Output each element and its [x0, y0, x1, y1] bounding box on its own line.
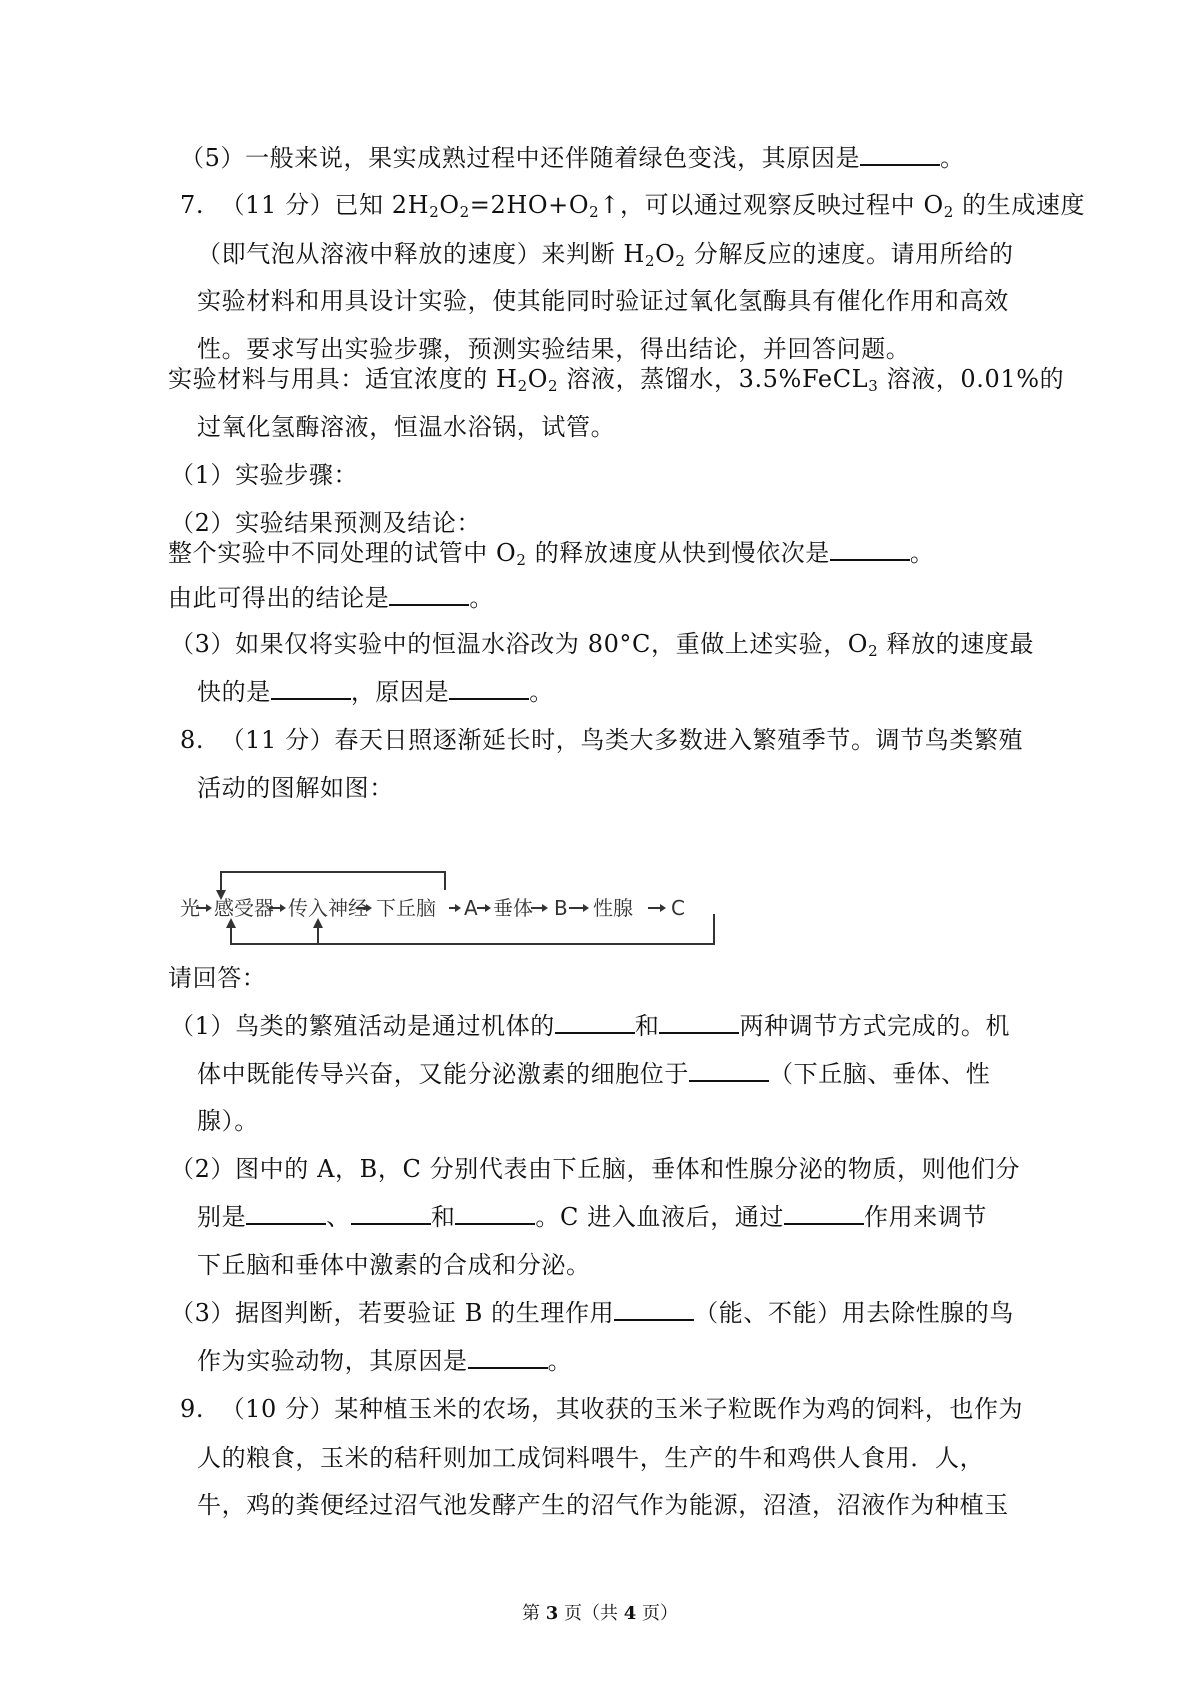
- text-segment: 溶液，蒸馏水，3.5%FeCL: [558, 365, 869, 393]
- q8-line-2: 活动的图解如图：: [197, 774, 394, 802]
- answer-blank[interactable]: [659, 1012, 739, 1034]
- answer-blank[interactable]: [689, 1060, 769, 1082]
- q9-line-1: [180, 1394, 1023, 1424]
- q8-part-1-line-c: 腺）。: [197, 1107, 259, 1135]
- q7-line-3: 实验材料和用具设计实验，使其能同时验证过氧化氢酶具有催化作用和高效: [197, 287, 1009, 315]
- node-pituitary: 垂体: [493, 896, 533, 920]
- q8-part-1-line-a: [170, 1011, 1010, 1041]
- node-b: B: [554, 896, 568, 920]
- text-segment: =2H: [469, 191, 528, 219]
- text-segment: O: [655, 240, 676, 268]
- subscript: 2: [429, 203, 440, 221]
- footer-text: 页）: [636, 1603, 678, 1624]
- answer-blank[interactable]: [271, 678, 351, 700]
- text-segment: 两种调节方式完成的。机: [739, 1012, 1011, 1040]
- q7-part-3-line-b: [197, 677, 554, 707]
- subscript: 2: [548, 377, 559, 395]
- text-segment: 由此可得出的结论是: [168, 584, 390, 612]
- q7-part-3-line-a: [170, 629, 1034, 659]
- footer-text: 页（共: [558, 1603, 624, 1624]
- text-segment: 的生成速度: [953, 191, 1086, 219]
- period: 。: [909, 539, 935, 567]
- text-segment: 作用来调节: [864, 1203, 988, 1231]
- page-total: 4: [623, 1603, 637, 1624]
- materials-line-2: 过氧化氢酶溶液，恒温水浴锅，试管。: [197, 413, 616, 441]
- regulation-diagram: [180, 868, 740, 948]
- q8-line-1: [180, 725, 1023, 755]
- question-number: 7.: [180, 191, 205, 219]
- answer-blank[interactable]: [351, 1203, 431, 1225]
- text-segment: 实验材料与用具：适宜浓度的 H: [168, 365, 518, 393]
- text-segment: ，原因是: [350, 678, 450, 706]
- text-segment: （1）鸟类的繁殖活动是通过机体的: [170, 1012, 555, 1040]
- text-segment: 溶液，0.01%的: [878, 365, 1065, 393]
- text-segment: （3）据图判断，若要验证 B 的生理作用: [170, 1299, 615, 1327]
- text-segment: 和: [430, 1203, 456, 1231]
- page-number: 3: [545, 1603, 559, 1624]
- subscript: 3: [868, 377, 879, 395]
- text-segment: 和: [634, 1012, 660, 1040]
- text-segment: 。C 进入血液后，通过: [535, 1203, 785, 1231]
- answer-blank[interactable]: [555, 1012, 635, 1034]
- materials-line-1: [168, 364, 1064, 394]
- question-number: 9.: [180, 1395, 205, 1423]
- answer-blank[interactable]: [468, 1347, 548, 1369]
- q7-part-2-line-b: [168, 583, 494, 613]
- q7-part-2-line-a: [168, 538, 935, 568]
- text-segment: 别是: [197, 1203, 247, 1231]
- q7-part-2: （2）实验结果预测及结论：: [170, 509, 482, 537]
- node-afferent-nerve: 传入神经: [288, 896, 368, 920]
- text-segment: （11 分）春天日照逐渐延长时，鸟类大多数进入繁殖季节。调节鸟类繁殖: [220, 726, 1024, 754]
- text-segment: ↑，可以通过观察反映过程中 O: [599, 191, 944, 219]
- answer-blank[interactable]: [614, 1299, 694, 1321]
- node-gonad: 性腺: [593, 896, 633, 920]
- text-segment: 快的是: [197, 678, 271, 706]
- answer-blank[interactable]: [830, 539, 910, 561]
- subscript: 2: [868, 642, 879, 660]
- q9-line-2: 人的粮食，玉米的秸秆则加工成饲料喂牛，生产的牛和鸡供人食用．人，: [197, 1444, 985, 1472]
- answer-blank[interactable]: [449, 678, 529, 700]
- text-segment: （11 分）已知 2H: [220, 191, 430, 219]
- q8-part-3-line-a: [170, 1298, 1014, 1328]
- node-a: A: [464, 896, 478, 920]
- text-segment: 分解反应的速度。请用所给的: [685, 240, 1014, 268]
- footer-text: 第: [522, 1603, 546, 1624]
- text-segment: 作为实验动物，其原因是: [197, 1347, 468, 1375]
- q8-part-1-line-b: [197, 1059, 990, 1089]
- text-segment: （下丘脑、垂体、性: [769, 1060, 991, 1088]
- text-segment: （3）如果仅将实验中的恒温水浴改为 80°C，重做上述实验，O: [170, 630, 869, 658]
- node-c: C: [671, 896, 685, 920]
- node-receptor: 感受器: [214, 896, 274, 920]
- subscript: 2: [675, 252, 686, 270]
- q7-line-2: [197, 239, 1014, 269]
- answer-blank[interactable]: [784, 1203, 864, 1225]
- q7-line-4: 性。要求写出实验步骤，预测实验结果，得出结论，并回答问题。: [197, 335, 911, 363]
- text-segment: 整个实验中不同处理的试管中 O: [168, 539, 517, 567]
- q8-part-3-line-b: [197, 1346, 572, 1376]
- period: 。: [529, 678, 554, 706]
- subscript: 2: [517, 377, 528, 395]
- q7-line-1: [180, 190, 1085, 220]
- period: 。: [469, 584, 495, 612]
- node-light: 光: [180, 896, 200, 920]
- text-segment: O+O: [527, 191, 590, 219]
- q8-part-2-line-c: 下丘脑和垂体中激素的合成和分泌。: [197, 1251, 591, 1279]
- period: 。: [940, 144, 965, 172]
- q8-part-2-line-b: [197, 1202, 987, 1232]
- answer-blank[interactable]: [860, 144, 940, 166]
- text-segment: （即气泡从溶液中释放的速度）来判断 H: [197, 240, 645, 268]
- text-segment: （能、不能）用去除性腺的鸟: [694, 1299, 1014, 1327]
- q8-part-2-line-a: （2）图中的 A，B，C 分别代表由下丘脑，垂体和性腺分泌的物质，则他们分: [170, 1155, 1021, 1183]
- subscript: 2: [943, 203, 954, 221]
- text-segment: 、: [326, 1203, 351, 1231]
- answer-heading: 请回答：: [168, 964, 267, 992]
- text-segment: O: [439, 191, 460, 219]
- text-segment: 的释放速度从快到慢依次是: [526, 539, 830, 567]
- answer-blank[interactable]: [455, 1203, 535, 1225]
- question-number: 8.: [180, 726, 205, 754]
- q9-line-3: 牛，鸡的粪便经过沼气池发酵产生的沼气作为能源，沼渣，沼液作为种植玉: [197, 1491, 1009, 1519]
- subscript: 2: [589, 203, 600, 221]
- page-footer: [0, 1602, 1200, 1626]
- subscript: 2: [459, 203, 470, 221]
- q7-part-1: （1）实验步骤：: [170, 461, 359, 489]
- q6-5: [180, 143, 965, 173]
- period: 。: [547, 1347, 573, 1375]
- answer-blank[interactable]: [389, 584, 469, 606]
- node-hypothalamus: 下丘脑: [376, 896, 436, 920]
- feedback-arrow-top: [221, 872, 445, 898]
- text-segment: O: [527, 365, 548, 393]
- text-segment: 释放的速度最: [878, 630, 1035, 658]
- question-text: （5）一般来说，果实成熟过程中还伴随着绿色变浅，其原因是: [180, 144, 861, 172]
- subscript: 2: [644, 252, 656, 270]
- text-segment: （10 分）某种植玉米的农场，其收获的玉米子粒既作为鸡的饲料，也作为: [220, 1395, 1024, 1423]
- answer-blank[interactable]: [246, 1203, 326, 1225]
- text-segment: 体中既能传导兴奋，又能分泌激素的细胞位于: [197, 1060, 689, 1088]
- subscript: 2: [516, 551, 527, 569]
